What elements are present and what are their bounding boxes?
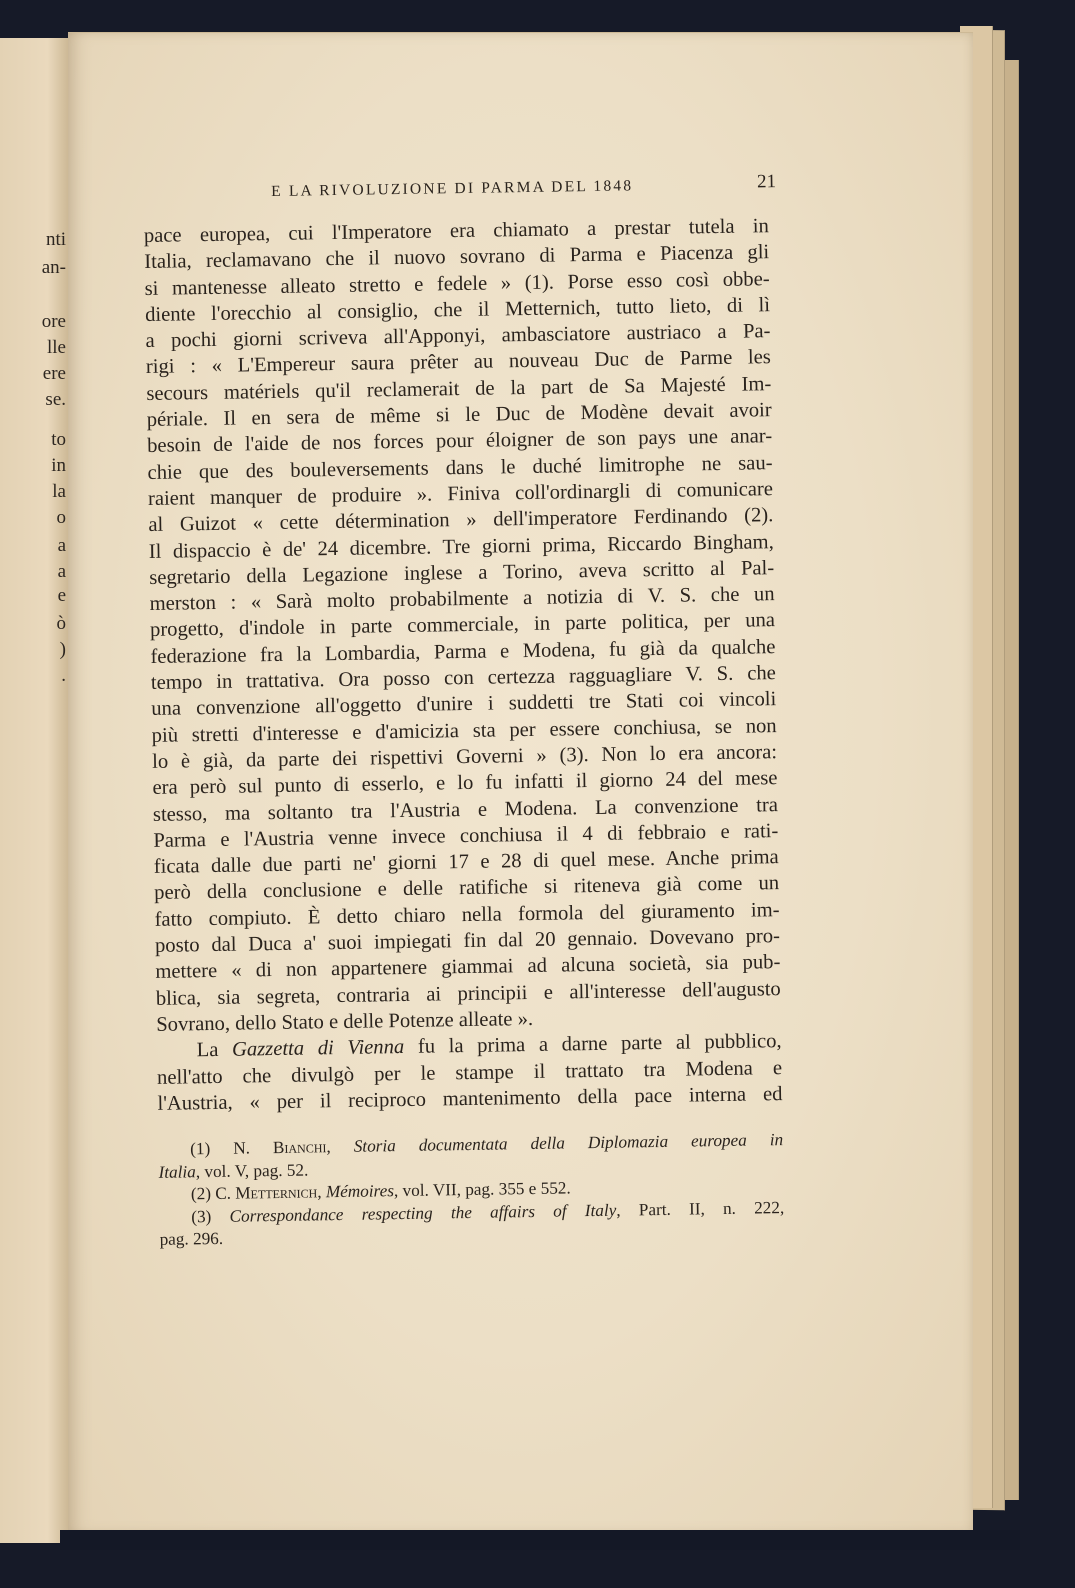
page-content: [143, 171, 785, 1251]
body-line: merston : « Sarà molto probabilmente a notizia di V. S. che un: [149, 583, 775, 616]
left-page-fragment: in: [51, 455, 66, 476]
body-line: si mantenesse alleato stretto e fedele » (1). Porse esso così obbe-: [144, 267, 770, 300]
footnote-3: (3) Correspondance respecting the affairs of Italy, Part. II, n. 222,: [191, 1197, 785, 1226]
body-line: périale. Il en sera de même si le Duc de Modène devait avoir: [146, 399, 772, 432]
book-page: [68, 32, 973, 1533]
body-line: La Gazzetta di Vienna fu la prima a darne parte al pubblico,: [196, 1030, 782, 1062]
body-line: segretario della Legazione inglese a Torino, aveva scritto al Pal-: [149, 556, 775, 589]
body-line: Parma e l'Austria venne invece conchiusa il 4 di febbraio e rati-: [153, 819, 779, 852]
left-page-fragment: ): [59, 639, 66, 660]
left-page-fragment: o: [56, 507, 66, 528]
body-line: federazione fra la Lombardia, Parma e Modena, fu già da qualche: [150, 635, 776, 668]
body-line: a pochi giorni scriveva all'Apponyi, ambasciatore austriaco a Pa-: [145, 320, 771, 353]
footnote-1-cont: Italia, vol. V, pag. 52.: [158, 1160, 309, 1182]
body-line: Il dispaccio è de' 24 dicembre. Tre giorni prima, Riccardo Bingham,: [148, 530, 774, 563]
left-page-fragment: ore: [41, 311, 66, 332]
page-number: 21: [756, 171, 777, 193]
running-head: [143, 171, 777, 209]
body-line: mettere « di non appartenere giammai ad alcuna società, sia pub-: [155, 951, 781, 984]
body-line: l'Austria, « per il reciproco mantenimento della pace interna ed: [157, 1082, 783, 1115]
body-line: nell'atto che divulgò per le stampe il trattato tra Modena e: [156, 1056, 783, 1089]
body-line: Italia, reclamavano che il nuovo sovrano di Parma e Piacenza gli: [144, 241, 770, 274]
left-page-fragment: to: [51, 429, 66, 450]
body-line: più stretti d'interesse e d'amicizia sta per essere conchiusa, se non: [151, 714, 777, 747]
body-line: besoin de l'aide de nos forces pour éloigner de son pays une anar-: [146, 425, 773, 458]
running-title: E LA RIVOLUZIONE DI PARMA DEL 1848: [271, 177, 634, 200]
left-page-fragment: e: [57, 585, 66, 606]
footnote-2: (2) C. Metternich, Mémoires, vol. VII, pag. 355 e 552.: [190, 1178, 571, 1204]
footnote-1: (1) N. Bianchi, Storia documentata della Diplomazia europea in: [190, 1130, 784, 1159]
left-page-fragment: nti: [45, 229, 66, 250]
left-page-fragment: lle: [47, 337, 66, 358]
left-page-fragment: a: [57, 561, 66, 582]
body-line: era però sul punto di esserlo, e lo fu infatti il giorno 24 del mese: [152, 767, 778, 800]
footnote-3-cont: pag. 296.: [159, 1228, 224, 1249]
body-line: stesso, ma soltanto tra l'Austria e Modena. La convenzione tra: [152, 793, 779, 826]
left-page-fragment: la: [52, 481, 66, 502]
body-line: secours matériels qu'il reclamerait de la part de Sa Majesté Im-: [146, 372, 772, 405]
body-line: chie que des bouleversements dans le duché limitrophe ne sau-: [147, 451, 773, 484]
binding-shadow: [60, 1530, 1020, 1550]
body-text: [144, 213, 782, 1038]
left-page-fragment: ò: [56, 613, 66, 634]
left-page-fragment: se.: [45, 389, 66, 410]
body-line: Sovrano, dello Stato e delle Potenze alleate ».: [156, 1007, 534, 1036]
body-line: raient manquer de produire ». Finiva coll'ordinargli di comunicare: [147, 478, 774, 510]
body-line: pace europea, cui l'Imperatore era chiamato a prestar tutela in: [143, 215, 769, 247]
body-line: blica, sia segreta, contraria ai principii e all'interesse dell'augusto: [155, 977, 781, 1010]
body-line: una convenzione all'oggetto d'unire i suddetti tre Stati coi vincoli: [151, 688, 777, 721]
body-line: però della conclusione e delle ratifiche si riteneva già come un: [154, 872, 780, 905]
body-line: ficata dalle due parti ne' giorni 17 e 28 di quel mese. Anche prima: [153, 846, 779, 879]
body-line: posto dal Duca a' suoi impiegati fin dal 20 gennaio. Dovevano pro-: [154, 925, 781, 957]
body-line: fatto compiuto. È detto chiaro nella formola del giuramento im-: [154, 898, 780, 931]
left-page-fragment: an-: [41, 257, 66, 278]
body-line: diente l'orecchio al consiglio, che il Metternich, tutto lieto, di lì: [144, 294, 771, 326]
left-page-fragment: a: [57, 535, 66, 556]
footnotes: [158, 1129, 785, 1251]
left-page-fragment: ere: [42, 363, 66, 384]
left-facing-page: [0, 38, 70, 1543]
body-line: tempo in trattativa. Ora posso con certezza ragguagliare V. S. che: [150, 662, 776, 694]
left-page-fragment: .: [61, 665, 66, 686]
body-line: rigi : « L'Empereur saura prêter au nouveau Duc de Parme les: [145, 346, 772, 379]
body-line: lo è già, da parte dei rispettivi Governi » (3). Non lo era ancora:: [151, 741, 778, 773]
body-line: progetto, d'indole in parte commerciale, in parte politica, per una: [149, 609, 776, 642]
body-line: al Guizot « cette détermination » dell'imperatore Ferdinando (2).: [148, 504, 774, 537]
